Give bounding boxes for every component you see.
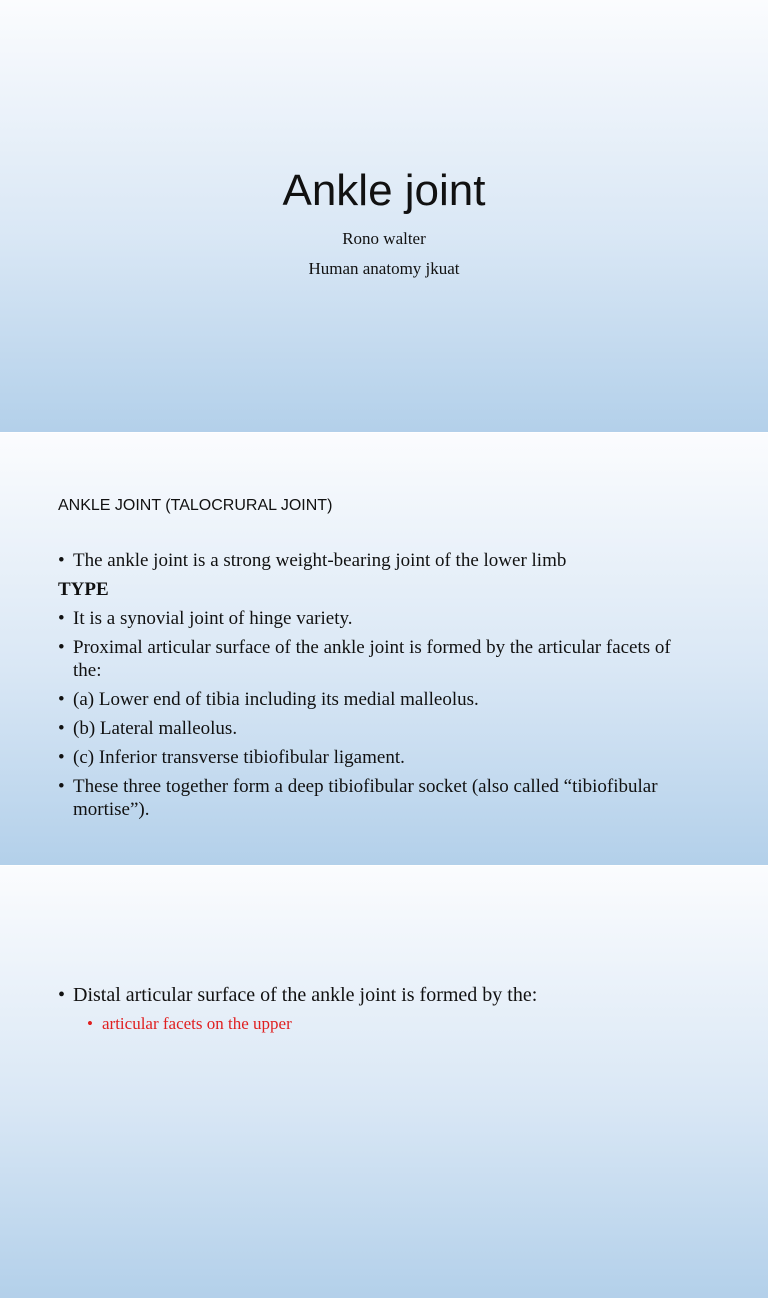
sub-list-item: • articular facets on the upper (58, 1013, 698, 1035)
list-item: • It is a synovial joint of hinge variety. (58, 607, 698, 630)
list-item: • The ankle joint is a strong weight-bearing joint of the lower limb (58, 549, 698, 572)
content-slide-ankle-joint (0, 433, 768, 865)
title-slide (0, 0, 768, 432)
author-name: Rono walter (342, 229, 426, 248)
list-item: • Proximal articular surface of the ankle joint is formed by the articular facets of the: (58, 636, 698, 682)
section-label-type: TYPE (58, 579, 109, 600)
list-item: • (c) Inferior transverse tibiofibular ligament. (58, 746, 698, 769)
slide-title: Ankle joint (282, 166, 486, 215)
bullet-list (58, 983, 698, 1041)
list-item: • (a) Lower end of tibia including its medial malleolus. (58, 688, 698, 711)
bullet-list (58, 549, 698, 827)
course-name: Human anatomy jkuat (308, 259, 460, 278)
list-item: • Distal articular surface of the ankle joint is formed by the: (58, 983, 698, 1007)
slide-heading: ANKLE JOINT (TALOCRURAL JOINT) (58, 497, 333, 514)
list-item: • These three together form a deep tibiofibular socket (also called “tibiofibular mortise”). (58, 775, 698, 821)
content-slide-distal-surface (0, 866, 768, 1298)
list-item: • (b) Lateral malleolus. (58, 717, 698, 740)
